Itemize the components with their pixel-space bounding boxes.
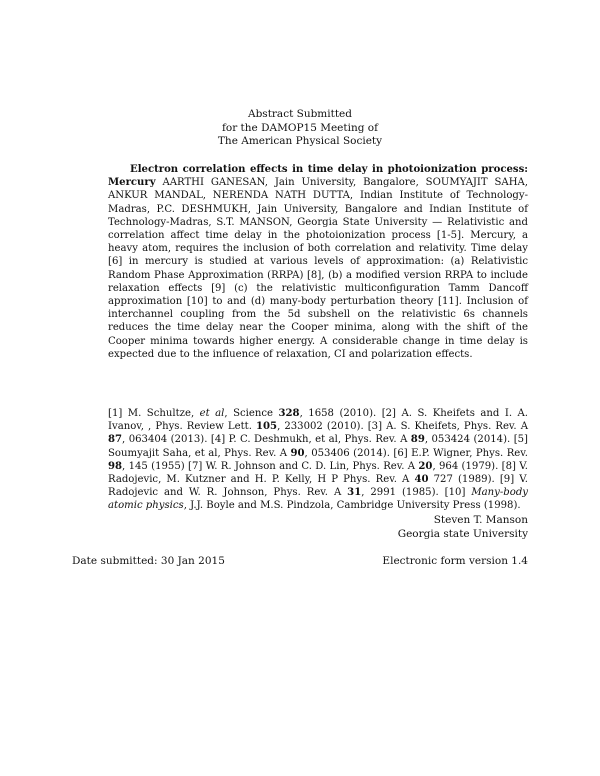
ref-text: 727 (1989). [9] V. Radojevic and W. R. Johnson, Phys. Rev. A — [108, 474, 528, 499]
ref-text: , 964 (1979). [8] V. Radojevic, M. Kutzner and H. P. Kelly, H P Phys. Rev. A — [108, 460, 528, 486]
ref-text: , 2991 (1985). [10] — [361, 487, 472, 499]
signature-block — [398, 514, 528, 541]
ref-text: , J.J. Boyle and M.S. Pindzola, Cambridge University Press (1998). — [183, 500, 521, 512]
date-submitted: Date submitted: 30 Jan 2015 — [72, 555, 225, 567]
signature-name: Steven T. Manson — [433, 514, 528, 526]
form-version: Electronic form version 1.4 — [382, 555, 528, 567]
abstract-paragraph — [108, 163, 528, 361]
abstract-title: Electron correlation effects in time delay in photoionization process: Mercury — [108, 164, 528, 189]
header-line-society: The American Physical Society — [217, 135, 383, 147]
abstract-authors: AARTHI GANESAN, Jain University, Bangalore, SOUMYAJIT SAHA, ANKUR MANDAL, NERENDA NATH DUTTA, Indian Institute of Technology-Madras, P.C. DESHMUKH, Jain University, Bangalore and Indian Institute of Technology-Madras, S.T. MANSON, Georgia State University — — [108, 177, 528, 228]
ref-volume: 105 — [255, 421, 278, 433]
ref-text: [1] M. Schultze, — [108, 408, 200, 419]
ref-text: , 233002 (2010). [3] A. S. Kheifets, Phys. Rev. A — [277, 421, 528, 433]
ref-text: , 1658 (2010). [2] A. S. Kheifets and I. A. Ivanov, , Phys. Review Lett. — [108, 408, 529, 433]
header-line-meeting: for the DAMOP15 Meeting of — [221, 121, 378, 134]
ref-text: , Science — [224, 408, 279, 419]
header-line-abstract-submitted: Abstract Submitted — [248, 108, 352, 120]
ref-text: , 063404 (2013). [4] P. C. Deshmukh, et al, Phys. Rev. A — [122, 434, 411, 446]
ref-text: , 145 (1955) [7] W. R. Johnson and C. D. Lin, Phys. Rev. A — [122, 460, 419, 472]
references-paragraph — [108, 407, 528, 513]
ref-volume: 89 — [410, 434, 425, 446]
ref-volume: 31 — [347, 487, 362, 499]
ref-volume: 40 — [414, 474, 429, 486]
submission-header — [0, 108, 600, 149]
ref-volume: 87 — [108, 434, 123, 446]
ref-emphasis: et al — [199, 408, 225, 419]
abstract-body: Relativistic and correlation affect time delay in the photoionization process [1-5]. Mercury, a heavy atom, requires the inclusion of both correlation and relativity. Time delay [6] in mercury is studied at various levels of approximation: (a) Relativistic Random Phase Approximation (RRPA) [8], (b) a modified version RRPA to include relaxation effects [9] (c) the relativistic multiconfiguration Tamm Dancoff approximation [10] to and (d) many-body perturbation theory [11]. Inclusion of interchannel coupling from the 5d subshell on the relativistic 6s channels reduces the time delay near the Cooper minima, along with the shift of the Cooper minima towards higher energy. A considerable change in time delay is expected due to the influence of relaxation, CI and polarization effects. — [108, 216, 529, 360]
ref-volume: 90 — [290, 447, 305, 459]
signature-affiliation: Georgia state University — [397, 527, 528, 540]
ref-text: , 053406 (2014). [6] E.P. Wigner, Phys. Rev. — [304, 447, 528, 459]
ref-text: , 053424 (2014). [5] Soumyajit Saha, et al, Phys. Rev. A — [108, 434, 528, 459]
ref-volume: 20 — [418, 460, 433, 472]
ref-book-title: Many-body atomic physics — [108, 487, 528, 512]
ref-volume: 98 — [108, 460, 123, 472]
ref-volume: 328 — [278, 408, 300, 419]
